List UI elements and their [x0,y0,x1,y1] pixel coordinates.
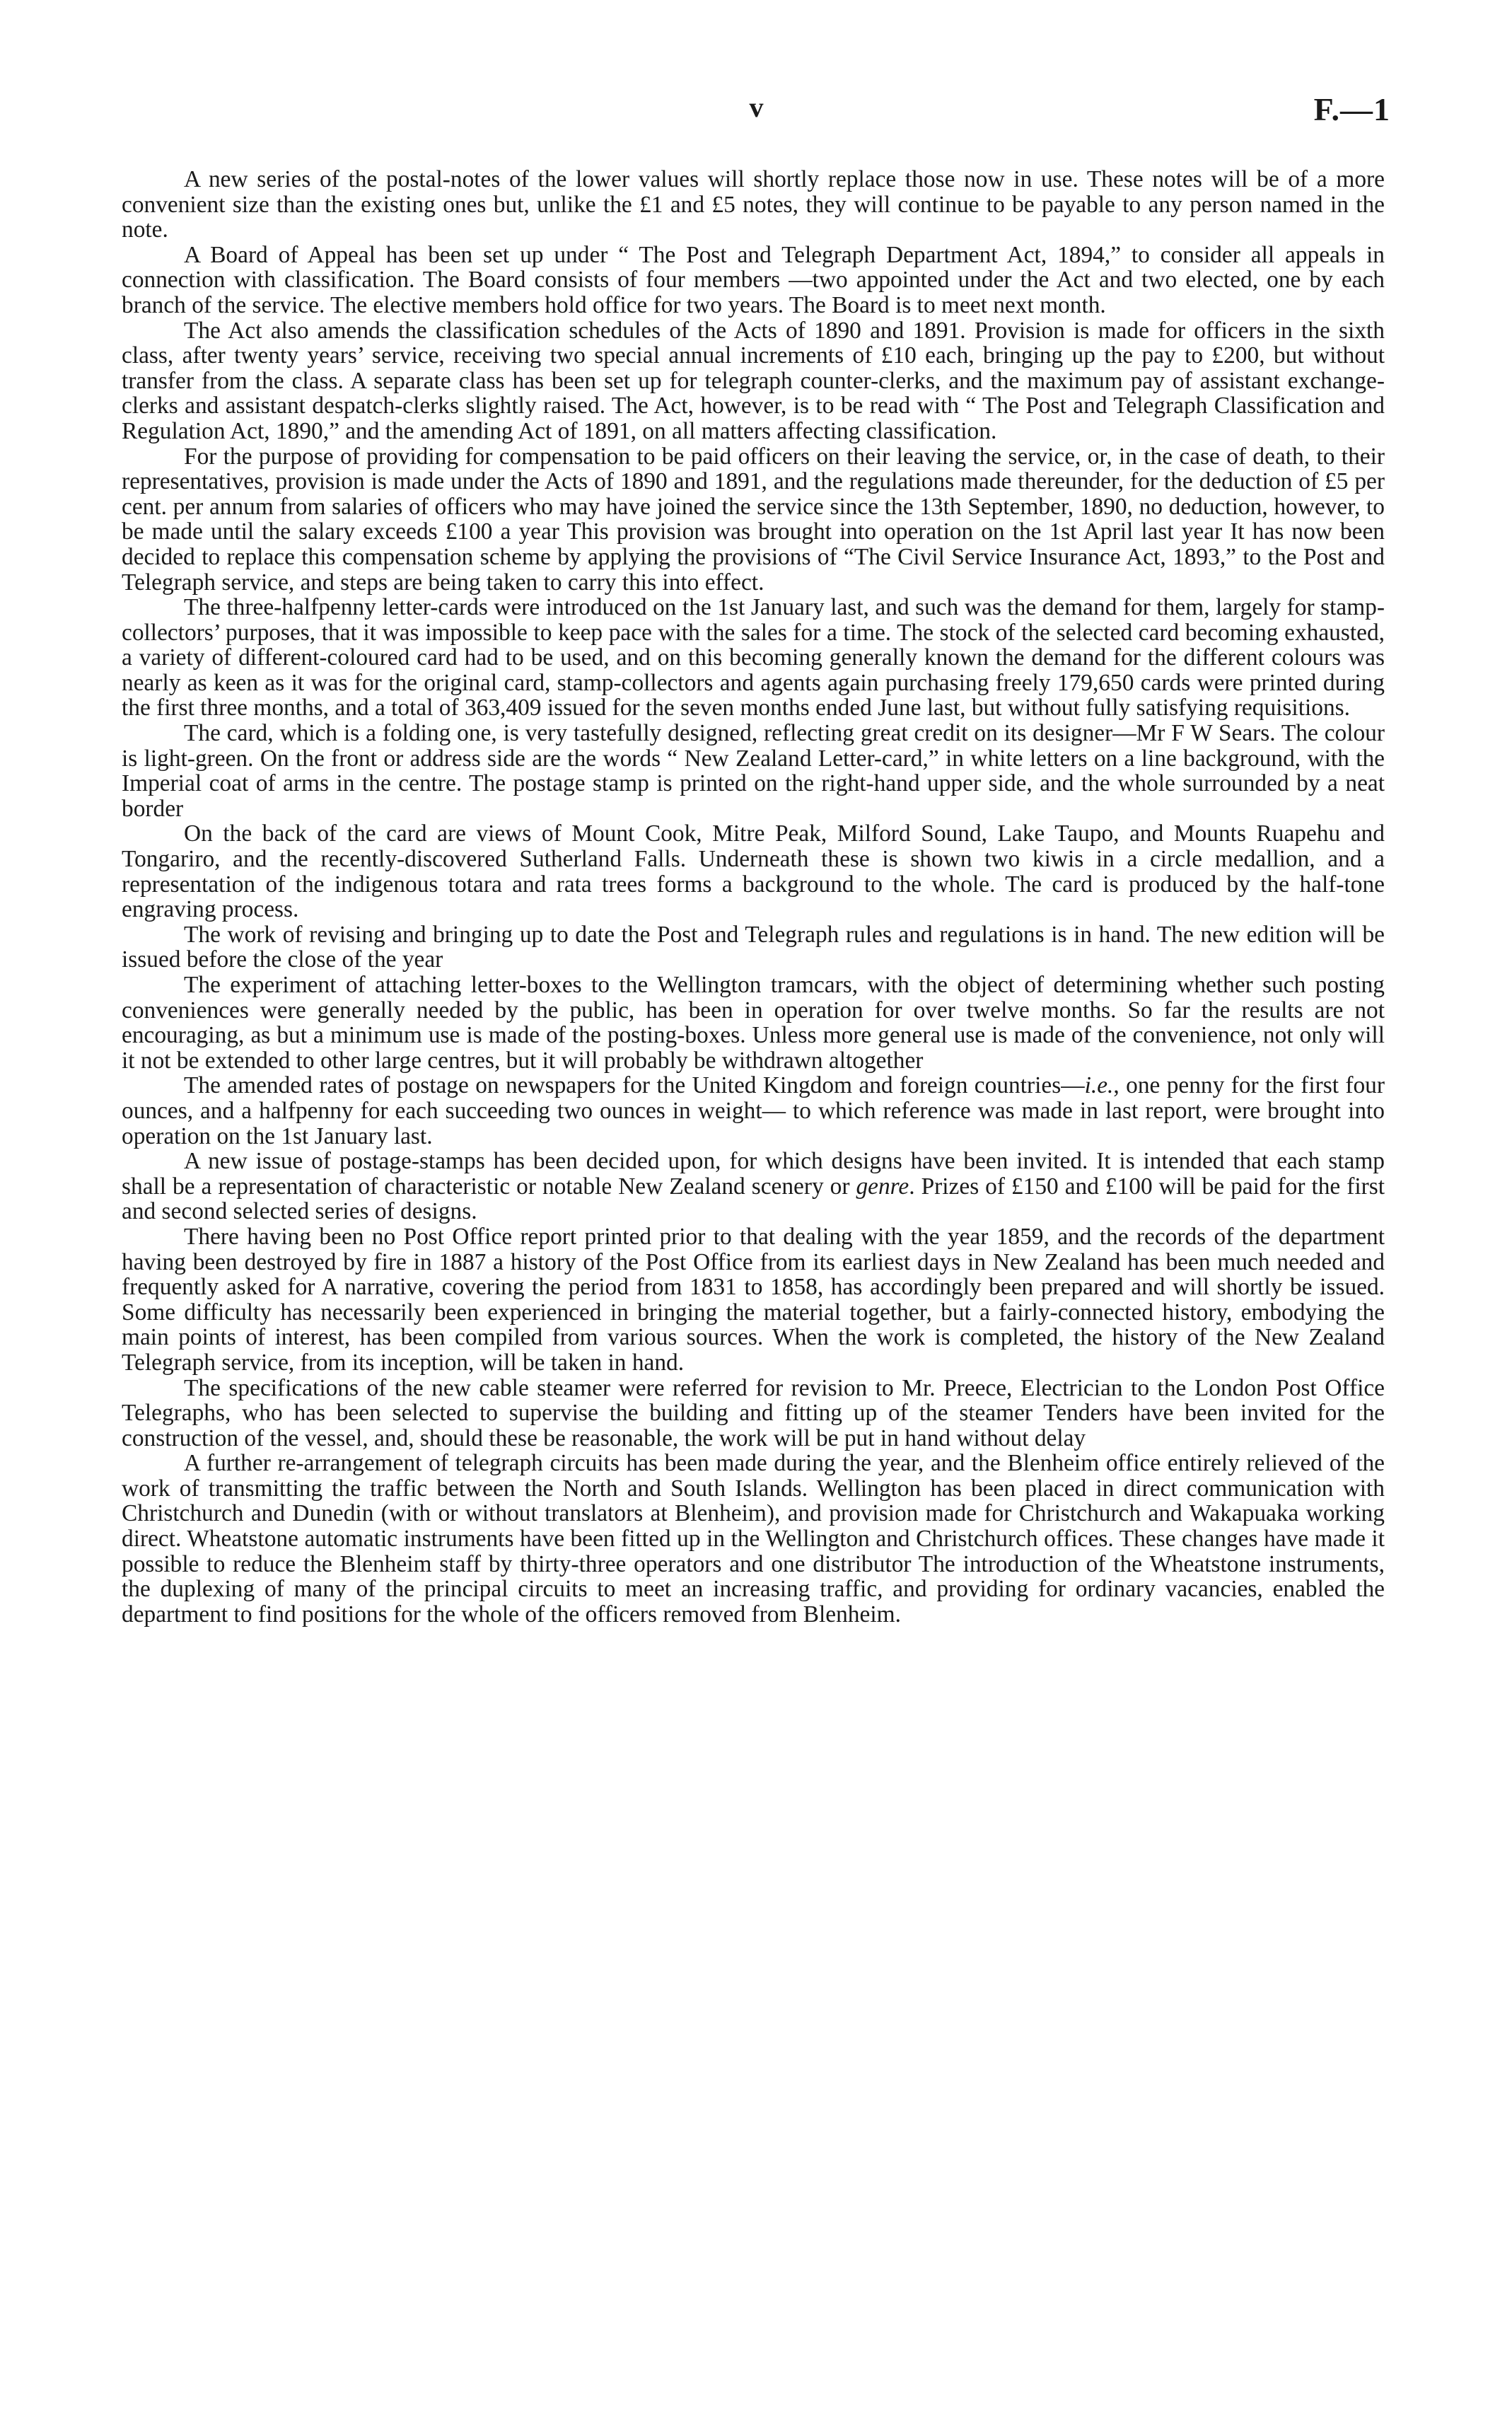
newspaper-postage-text-a: The amended rates of postage on newspapers for the United Kingdom and foreign countries— [184,1072,1085,1099]
paragraph-newspaper-postage [122,1073,1385,1149]
body-text [122,167,1385,1627]
page-header [0,91,1512,140]
postage-stamps-genre: genre [856,1173,909,1200]
paragraph-letter-cards: The three-halfpenny letter-cards were introduced on the 1st January last, and such was the demand for them, largely for stamp-collectors’ purposes, that it was impossible to keep pace with the sales for a time. The stock of the selected card becoming exhausted, a variety of different-coloured card had to be used, and on this becoming generally known the demand for the different colours was nearly as keen as it was for the original card, stamp-collectors and agents again purchasing freely 179,650 cards were printed during the first three months, and a total of 363,409 issued for the seven months ended June last, but without fully satisfying requisitions. [122,594,1385,721]
paragraph-cable-steamer: The specifications of the new cable steamer were referred for revision to Mr. Preece, Electrician to the London Post Office Telegraphs, who has been selected to supervise the building and fitting up of the steamer Tenders have been invited for the construction of the vessel, and, should these be reasonable, the work will be put in hand without delay [122,1374,1385,1451]
paragraph-postal-notes: A new series of the postal-notes of the lower values will shortly replace those now in use. These notes will be of a more convenient size than the existing ones but, unlike the £1 and £5 notes, they will continue to be payable to any person named in the note. [122,166,1385,243]
paragraph-classification-schedules: The Act also amends the classification schedules of the Acts of 1890 and 1891. Provision is made for officers in the sixth class, after twenty years’ service, receiving two special annual increments of £10 each, bringing up the pay to £200, but without transfer from the class. A separate class has been set up for telegraph counter-clerks, and the maximum pay of assistant exchange-clerks and assistant despatch-clerks slightly raised. The Act, however, is to be read with “ The Post and Telegraph Classification and Regulation Act, 1890,” and the amending Act of 1891, on all matters affecting classification. [122,317,1385,444]
paragraph-telegraph-circuits: A further re-arrangement of telegraph circuits has been made during the year, and the Blenheim office entirely relieved of the work of transmitting the traffic between the North and South Islands. Wellington has been placed in direct communication with Christchurch and Dunedin (with or without translators at Blenheim), and provision made for Christchurch and Wakapuaka working direct. Wheatstone automatic instruments have been fitted up in the Wellington and Christchurch offices. These changes have made it possible to reduce the Blenheim staff by thirty-three operators and one distributor The introduction of the Wheatstone instruments, the duplexing of many of the principal circuits to meet an increasing traffic, and providing for ordinary vacancies, enabled the department to find positions for the whole of the officers removed from Blenheim. [122,1450,1385,1628]
paragraph-card-design: The card, which is a folding one, is very tastefully designed, reflecting great credit on its designer—Mr F W Sears. The colour is light-green. On the front or address side are the words “ New Zealand Letter-card,” in white letters on a line background, with the Imperial coat of arms in the centre. The postage stamp is printed on the right-hand upper side, and the whole surrounded by a neat border [122,720,1385,822]
page-number: v [749,91,764,123]
paragraph-rules-revision: The work of revising and bringing up to date the Post and Telegraph rules and regulations is in hand. The new edition will be issued before the close of the year [122,921,1385,973]
paragraph-postage-stamps [122,1149,1385,1224]
postage-stamps-text-a: A new issue of postage-stamps has been decided upon, for which designs have been invited. It is intended that each stamp shall be a representation of characteristic or notable New Zealand scenery or [122,1148,1385,1200]
paragraph-board-of-appeal: A Board of Appeal has been set up under “ The Post and Telegraph Department Act, 1894,” to consider all appeals in connection with classification. The Board consists of four members —two appointed under the Act and two elected, one by each branch of the service. The elective members hold office for two years. The Board is to meet next month. [122,241,1385,318]
paragraph-post-office-history: There having been no Post Office report printed prior to that dealing with the year 1859, and the records of the department having been destroyed by fire in 1887 a history of the Post Office from its earliest days in New Zealand has been much needed and frequently asked for A narrative, covering the period from 1831 to 1858, has accordingly been prepared and will shortly be issued. Some difficulty has necessarily been experienced in bringing the material together, but a fairly-connected history, embodying the main points of interest, has been compiled from various sources. When the work is completed, the history of the New Zealand Telegraph service, from its inception, will be taken in hand. [122,1223,1385,1376]
paragraph-tramcar-letter-boxes: The experiment of attaching letter-boxes to the Wellington tramcars, with the object of determining whether such posting conveniences were generally needed by the public, has been in operation for over twelve months. So far the results are not encouraging, as but a minimum use is made of the posting-boxes. Unless more general use is made of the convenience, not only will it not be extended to other large centres, but it will probably be withdrawn altogether [122,972,1385,1074]
paragraph-card-back: On the back of the card are views of Mount Cook, Mitre Peak, Milford Sound, Lake Taupo, and Mounts Ruapehu and Tongariro, and the recently-discovered Sutherland Falls. Underneath these is shown two kiwis in a circle medallion, and a representation of the indigenous totara and rata trees forms a background to the whole. The card is produced by the half-tone engraving process. [122,820,1385,923]
postage-stamps-text-b: . Prizes of £150 and £100 will be paid for the first and second selected series of designs. [122,1173,1385,1225]
paragraph-compensation: For the purpose of providing for compensation to be paid officers on their leaving the service, or, in the case of death, to their representatives, provision is made under the Acts of 1890 and 1891, and the regulations made thereunder, for the deduction of £5 per cent. per annum from salaries of officers who may have joined the service since the 13th September, 1890, no deduction, however, to be made until the salary exceeds £100 a year This provision was brought into operation on the 1st April last year It has now been decided to replace this compensation scheme by applying the provisions of “The Civil Service Insurance Act, 1893,” to the Post and Telegraph service, and steps are being taken to carry this into effect. [122,443,1385,596]
newspaper-postage-text-b: , one penny for the first four ounces, and a halfpenny for each succeeding two ounces in weight— to which reference was made in last report, were brought into operation on the 1st January last. [122,1072,1385,1149]
newspaper-postage-ie: i.e. [1084,1072,1114,1099]
series-identifier: F.—1 [1313,91,1390,127]
